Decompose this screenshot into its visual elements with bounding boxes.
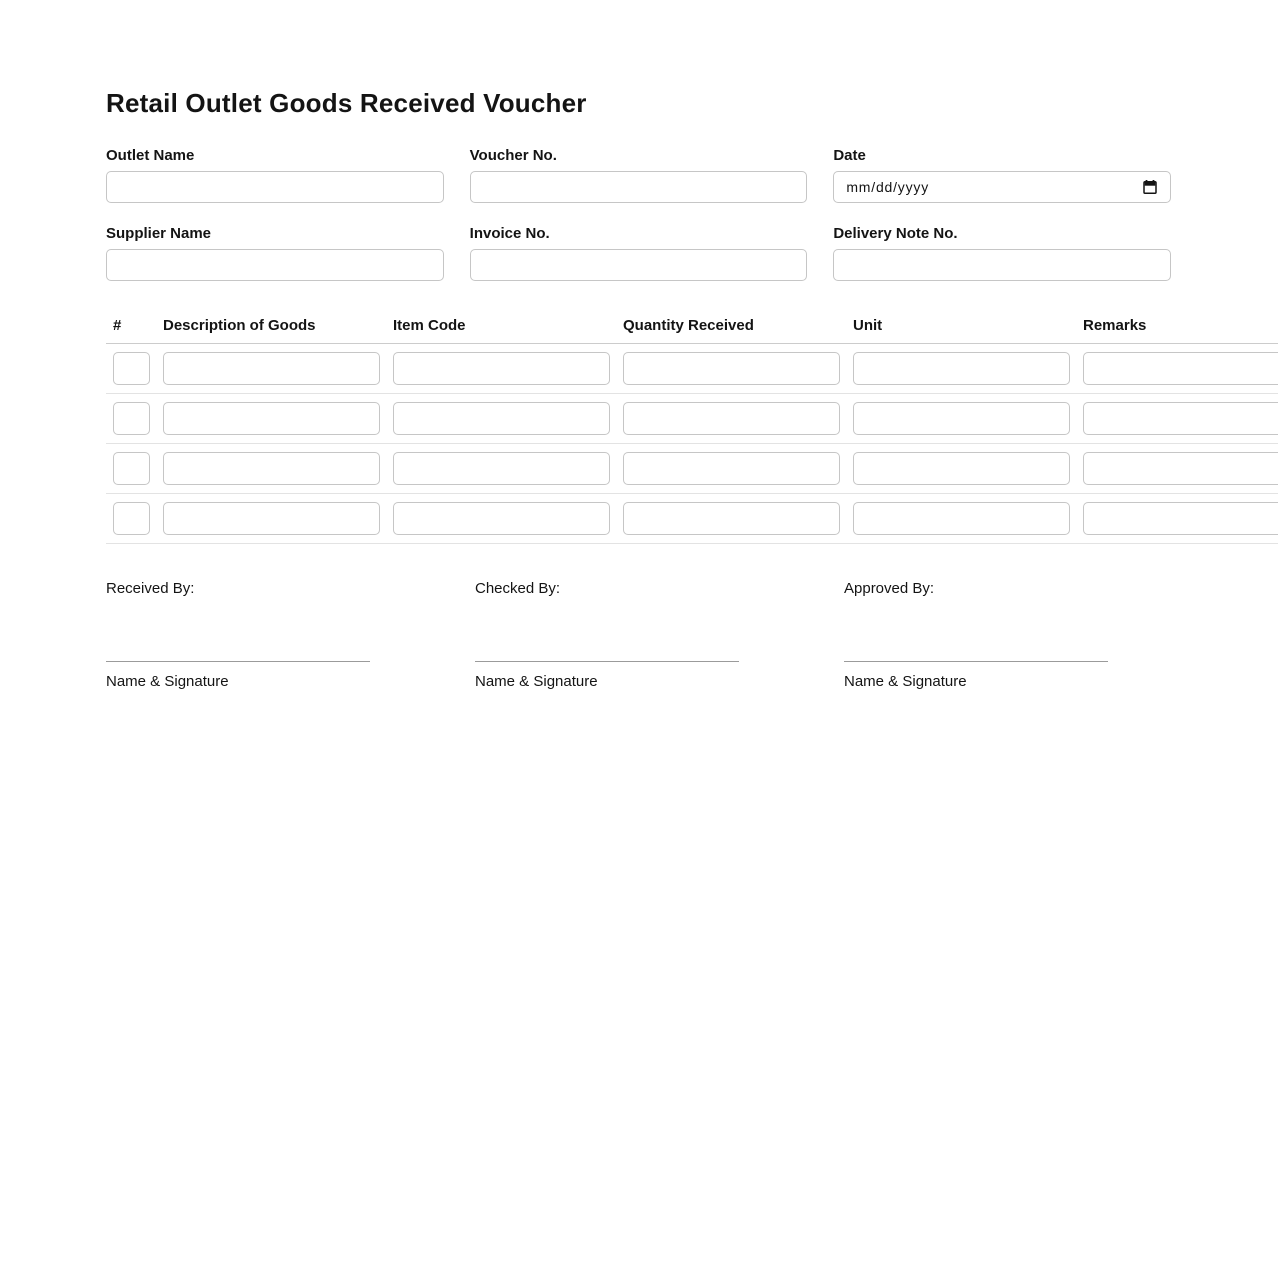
col-header-remarks: Remarks (1083, 317, 1147, 334)
goods-received-voucher-page (106, 0, 1171, 691)
table-row (106, 494, 1278, 544)
outlet-name-label: Outlet Name (106, 147, 195, 164)
approved-by-label: Approved By: (844, 580, 935, 597)
col-header-quantity-received: Quantity Received (623, 317, 754, 334)
checked-by-label: Checked By: (475, 580, 561, 597)
field-supplier-name (106, 225, 444, 281)
signature-line (106, 661, 370, 662)
col-header-description: Description of Goods (163, 317, 316, 334)
date-input[interactable] (833, 171, 1171, 203)
signature-line (844, 661, 1108, 662)
signature-line (475, 661, 739, 662)
delivery-note-no-input[interactable] (833, 249, 1171, 281)
invoice-no-input[interactable] (470, 249, 808, 281)
item-code-input[interactable] (393, 502, 610, 535)
field-date (833, 147, 1171, 203)
items-table-header (106, 317, 1278, 344)
col-header-item-code: Item Code (393, 317, 466, 334)
supplier-name-label: Supplier Name (106, 225, 212, 242)
row-number-input[interactable] (113, 402, 150, 435)
item-code-input[interactable] (393, 452, 610, 485)
delivery-note-no-label: Delivery Note No. (833, 225, 958, 242)
unit-input[interactable] (853, 352, 1070, 385)
signature-received-by (106, 580, 475, 691)
quantity-received-input[interactable] (623, 352, 840, 385)
remarks-input[interactable] (1083, 402, 1278, 435)
signature-checked-by (475, 580, 844, 691)
col-header-number: # (113, 317, 122, 334)
field-outlet-name (106, 147, 444, 203)
quantity-received-input[interactable] (623, 452, 840, 485)
unit-input[interactable] (853, 502, 1070, 535)
row-number-input[interactable] (113, 352, 150, 385)
description-input[interactable] (163, 502, 380, 535)
description-input[interactable] (163, 452, 380, 485)
header-form (106, 147, 1171, 281)
remarks-input[interactable] (1083, 502, 1278, 535)
table-row (106, 344, 1278, 394)
row-number-input[interactable] (113, 502, 150, 535)
received-by-label: Received By: (106, 580, 195, 597)
calendar-icon (1142, 179, 1158, 195)
quantity-received-input[interactable] (623, 402, 840, 435)
col-header-unit: Unit (853, 317, 883, 334)
name-signature-caption: Name & Signature (844, 673, 967, 690)
field-delivery-note-no (833, 225, 1171, 281)
outlet-name-input[interactable] (106, 171, 444, 203)
signature-section (106, 580, 1171, 691)
date-label: Date (833, 147, 866, 164)
invoice-no-label: Invoice No. (469, 225, 550, 242)
description-input[interactable] (163, 352, 380, 385)
remarks-input[interactable] (1083, 352, 1278, 385)
item-code-input[interactable] (393, 402, 610, 435)
supplier-name-input[interactable] (106, 249, 444, 281)
name-signature-caption: Name & Signature (106, 673, 229, 690)
unit-input[interactable] (853, 452, 1070, 485)
row-number-input[interactable] (113, 452, 150, 485)
quantity-received-input[interactable] (623, 502, 840, 535)
field-voucher-no (470, 147, 808, 203)
table-row (106, 394, 1278, 444)
voucher-no-label: Voucher No. (469, 147, 557, 164)
remarks-input[interactable] (1083, 452, 1278, 485)
field-invoice-no (470, 225, 808, 281)
unit-input[interactable] (853, 402, 1070, 435)
voucher-no-input[interactable] (470, 171, 808, 203)
name-signature-caption: Name & Signature (475, 673, 598, 690)
page-title: Retail Outlet Goods Received Voucher (106, 88, 587, 118)
description-input[interactable] (163, 402, 380, 435)
signature-approved-by (844, 580, 1213, 691)
table-row (106, 444, 1278, 494)
items-table (106, 317, 1278, 544)
date-placeholder: mm/dd/yyyy (846, 179, 930, 195)
item-code-input[interactable] (393, 352, 610, 385)
